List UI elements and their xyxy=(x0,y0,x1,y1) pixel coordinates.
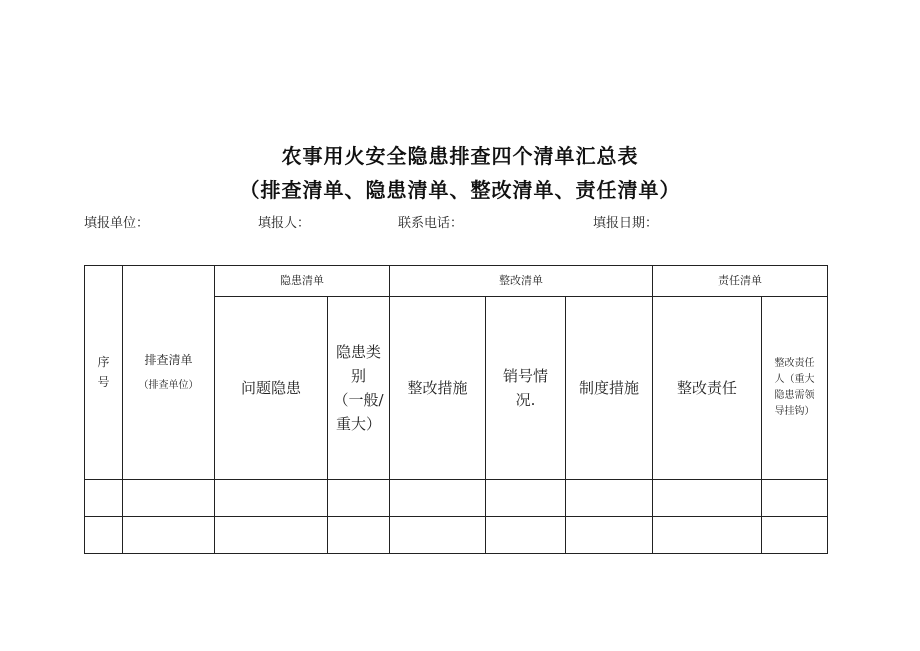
table-row xyxy=(85,517,828,554)
group-header-row xyxy=(85,266,828,297)
cancellation-status-line1: 销号情 xyxy=(502,367,548,385)
seq-header-line1: 序 xyxy=(97,355,110,370)
document-subtitle: （排查清单、隐患清单、整改清单、责任清单） xyxy=(239,178,681,202)
table-cell[interactable] xyxy=(762,480,828,517)
fill-unit-label: 填报单位： xyxy=(84,216,150,231)
table-cell[interactable] xyxy=(390,517,486,554)
table-cell[interactable] xyxy=(328,517,390,554)
table-cell[interactable] xyxy=(762,517,828,554)
table-cell[interactable] xyxy=(215,480,328,517)
summary-table xyxy=(84,265,828,554)
seq-header xyxy=(85,266,123,480)
hazard-category-line1: 隐患类 xyxy=(335,343,381,361)
responsible-person-line3: 隐患需领 xyxy=(774,390,815,401)
table-cell[interactable] xyxy=(486,517,566,554)
table-cell[interactable] xyxy=(215,517,328,554)
table-cell[interactable] xyxy=(123,480,215,517)
table-cell[interactable] xyxy=(566,517,653,554)
responsible-person-header xyxy=(762,297,828,480)
responsible-person-line4: 导挂钩） xyxy=(774,406,815,417)
fill-reporter-label: 填报人： xyxy=(258,216,311,231)
table-cell[interactable] xyxy=(328,480,390,517)
responsible-person-line1: 整改责任 xyxy=(774,358,815,369)
rectify-list-group-header: 整改清单 xyxy=(390,266,653,297)
check-unit-label: （排查单位） xyxy=(138,380,199,392)
table-cell[interactable] xyxy=(123,517,215,554)
rectify-responsibility-header: 整改责任 xyxy=(653,297,762,480)
table-cell[interactable] xyxy=(85,480,123,517)
table-cell[interactable] xyxy=(653,480,762,517)
table-cell[interactable] xyxy=(653,517,762,554)
responsible-person-line2: 人（重大 xyxy=(774,374,815,385)
table-cell[interactable] xyxy=(85,517,123,554)
cancellation-status-header xyxy=(486,297,566,480)
rectify-measures-header: 整改措施 xyxy=(390,297,486,480)
contact-phone-label: 联系电话： xyxy=(398,216,464,231)
problem-hazard-header: 问题隐患 xyxy=(215,297,328,480)
hazard-category-line3: （一般/ xyxy=(333,391,384,409)
table-row xyxy=(85,480,828,517)
check-list-header xyxy=(123,266,215,480)
cancellation-status-line2: 况. xyxy=(515,391,536,409)
table-cell[interactable] xyxy=(486,480,566,517)
hazard-list-group-header: 隐患清单 xyxy=(215,266,390,297)
system-measures-header: 制度措施 xyxy=(566,297,653,480)
responsibility-list-group-header: 责任清单 xyxy=(653,266,828,297)
check-list-label: 排查清单 xyxy=(144,352,193,367)
hazard-category-line4: 重大） xyxy=(335,415,381,433)
hazard-category-line2: 别 xyxy=(350,367,366,385)
seq-header-line2: 号 xyxy=(97,374,110,389)
document-title: 农事用火安全隐患排查四个清单汇总表 xyxy=(281,144,639,168)
fill-date-label: 填报日期： xyxy=(593,216,659,231)
table-cell[interactable] xyxy=(390,480,486,517)
table-cell[interactable] xyxy=(566,480,653,517)
hazard-category-header xyxy=(328,297,390,480)
